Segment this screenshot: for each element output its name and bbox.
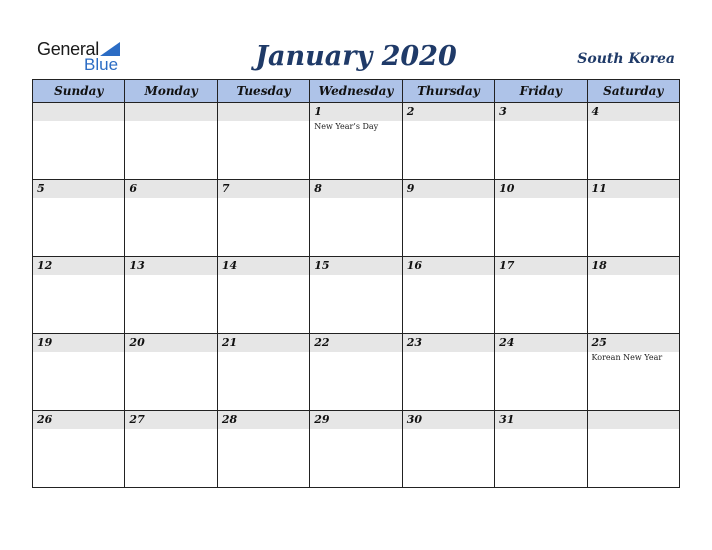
- week-row: [33, 103, 680, 180]
- day-number: 19: [37, 336, 53, 349]
- day-number-band: [495, 180, 586, 198]
- day-cell: [402, 180, 494, 257]
- logo-text-general: General: [37, 39, 99, 59]
- day-number-band: [125, 103, 216, 121]
- holiday-label: [588, 429, 679, 430]
- day-number-band: [310, 180, 401, 198]
- weekday-header: Wednesday: [310, 80, 402, 103]
- holiday-label: [403, 352, 494, 353]
- day-number-band: [218, 334, 309, 352]
- holiday-label: [125, 429, 216, 430]
- day-cell: [495, 103, 587, 180]
- day-number-band: [403, 103, 494, 121]
- day-cell: [217, 103, 309, 180]
- day-cell: [217, 334, 309, 411]
- day-number-band: [33, 103, 124, 121]
- day-cell: [310, 103, 402, 180]
- day-number-band: [588, 334, 679, 352]
- holiday-label: [33, 429, 124, 430]
- day-number: 20: [129, 336, 145, 349]
- day-number-band: [125, 334, 216, 352]
- day-number-band: [125, 180, 216, 198]
- day-cell: [33, 257, 125, 334]
- holiday-label: [218, 275, 309, 276]
- day-number: 17: [499, 259, 515, 272]
- day-number: 6: [129, 182, 138, 195]
- holiday-label: [125, 121, 216, 122]
- holiday-label: [588, 121, 679, 122]
- day-number-band: [495, 334, 586, 352]
- day-cell: [125, 180, 217, 257]
- day-number-band: [33, 257, 124, 275]
- day-cell: [310, 411, 402, 488]
- holiday-label: New Year’s Day: [314, 122, 379, 131]
- day-number-band: [495, 103, 586, 121]
- day-number: 11: [591, 182, 607, 195]
- holiday-label: [588, 275, 679, 276]
- day-cell: [217, 257, 309, 334]
- day-number-band: [125, 411, 216, 429]
- weekday-header: Saturday: [587, 80, 679, 103]
- day-cell: [217, 411, 309, 488]
- day-cell: [495, 180, 587, 257]
- day-number-band: [310, 411, 401, 429]
- day-number-band: [495, 257, 586, 275]
- holiday-label: [33, 121, 124, 122]
- day-number-band: [218, 257, 309, 275]
- day-cell: [402, 334, 494, 411]
- day-cell: [402, 257, 494, 334]
- day-cell: [33, 334, 125, 411]
- day-cell: [587, 103, 679, 180]
- day-number: 23: [406, 336, 422, 349]
- day-cell: [587, 411, 679, 488]
- holiday-label: [125, 198, 216, 199]
- holiday-label: [310, 275, 401, 276]
- day-number: 27: [129, 413, 145, 426]
- day-number: 4: [591, 105, 600, 118]
- day-number: 10: [499, 182, 515, 195]
- day-number: 30: [406, 413, 422, 426]
- weekday-header: Monday: [125, 80, 217, 103]
- day-cell: [402, 103, 494, 180]
- day-number-band: [33, 334, 124, 352]
- day-number: 1: [314, 105, 322, 118]
- holiday-label: [33, 198, 124, 199]
- day-number: 8: [314, 182, 322, 195]
- day-number: 15: [314, 259, 330, 272]
- day-number: 22: [314, 336, 330, 349]
- day-number-band: [218, 103, 309, 121]
- holiday-label: [495, 275, 586, 276]
- day-number-band: [588, 103, 679, 121]
- day-number: 14: [221, 259, 238, 272]
- holiday-label: [310, 198, 401, 199]
- day-number: 13: [129, 259, 145, 272]
- weekday-header: Tuesday: [217, 80, 309, 103]
- day-cell: [587, 334, 679, 411]
- day-cell: [33, 411, 125, 488]
- day-number-band: [218, 411, 309, 429]
- day-number: 28: [221, 413, 238, 426]
- day-cell: [33, 103, 125, 180]
- week-row: [33, 411, 680, 488]
- holiday-label: Korean New Year: [591, 353, 663, 362]
- day-number-band: [125, 257, 216, 275]
- weekday-header: Thursday: [402, 80, 494, 103]
- holiday-label: [403, 198, 494, 199]
- day-number-band: [403, 180, 494, 198]
- day-number-band: [218, 180, 309, 198]
- holiday-label: [218, 198, 309, 199]
- calendar-grid: [32, 79, 680, 488]
- weekday-header: Sunday: [33, 80, 125, 103]
- day-number: 24: [499, 336, 515, 349]
- day-number-band: [33, 411, 124, 429]
- day-number: 25: [591, 336, 607, 349]
- day-cell: [217, 180, 309, 257]
- day-number: 18: [591, 259, 607, 272]
- day-cell: [495, 411, 587, 488]
- day-cell: [495, 257, 587, 334]
- day-number: 16: [406, 259, 422, 272]
- day-number-band: [403, 257, 494, 275]
- day-cell: [310, 257, 402, 334]
- day-number: 12: [37, 259, 53, 272]
- day-number: 26: [37, 413, 53, 426]
- holiday-label: [588, 198, 679, 199]
- day-number-band: [403, 411, 494, 429]
- day-number: 9: [406, 182, 415, 195]
- day-cell: [310, 334, 402, 411]
- day-number-band: [495, 411, 586, 429]
- holiday-label: [33, 275, 124, 276]
- day-cell: [495, 334, 587, 411]
- day-number-band: [33, 180, 124, 198]
- day-cell: [125, 257, 217, 334]
- holiday-label: [403, 121, 494, 122]
- day-number-band: [310, 257, 401, 275]
- day-cell: [587, 257, 679, 334]
- day-cell: [125, 103, 217, 180]
- holiday-label: [218, 429, 309, 430]
- week-row: [33, 334, 680, 411]
- day-number: 31: [499, 413, 515, 426]
- calendar-title: January 2020: [255, 41, 457, 72]
- holiday-label: [403, 429, 494, 430]
- day-cell: [33, 180, 125, 257]
- day-number-band: [403, 334, 494, 352]
- day-number: 29: [314, 413, 330, 426]
- day-cell: [125, 334, 217, 411]
- day-cell: [402, 411, 494, 488]
- day-number-band: [588, 180, 679, 198]
- weekday-header-row: [33, 80, 680, 103]
- logo-text-blue: Blue: [84, 55, 119, 74]
- calendar-body: [33, 103, 680, 488]
- day-number-band: [588, 411, 679, 429]
- holiday-label: [310, 352, 401, 353]
- day-number: 3: [499, 105, 507, 118]
- holiday-label: [495, 198, 586, 199]
- holiday-label: [495, 121, 586, 122]
- holiday-label: [33, 352, 124, 353]
- holiday-label: [125, 275, 216, 276]
- day-number: 7: [221, 182, 230, 195]
- week-row: [33, 180, 680, 257]
- day-number-band: [588, 257, 679, 275]
- holiday-label: [403, 275, 494, 276]
- holiday-label: [495, 352, 586, 353]
- country-label: South Korea: [577, 51, 675, 67]
- holiday-label: [310, 429, 401, 430]
- day-cell: [587, 180, 679, 257]
- holiday-label: [495, 429, 586, 430]
- day-number-band: [310, 334, 401, 352]
- day-cell: [310, 180, 402, 257]
- day-number-band: [310, 103, 401, 121]
- day-cell: [125, 411, 217, 488]
- weekday-header: Friday: [495, 80, 587, 103]
- holiday-label: [125, 352, 216, 353]
- day-number: 21: [221, 336, 238, 349]
- week-row: [33, 257, 680, 334]
- day-number: 2: [406, 105, 415, 118]
- holiday-label: [218, 121, 309, 122]
- holiday-label: [218, 352, 309, 353]
- day-number: 5: [37, 182, 45, 195]
